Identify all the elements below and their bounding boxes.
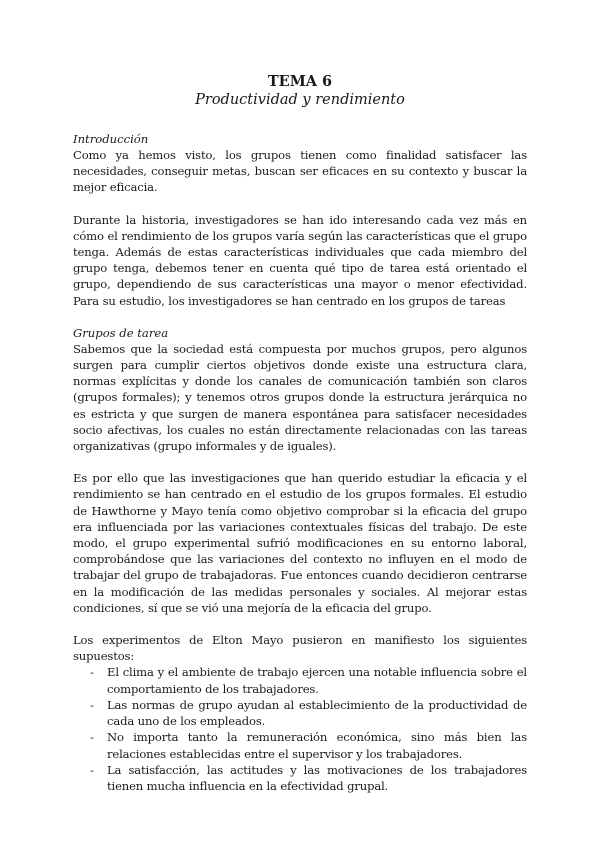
bullet-marker: - xyxy=(90,762,94,777)
list-item xyxy=(73,664,527,696)
list-item xyxy=(73,729,527,761)
list-item-text: No importa tanto la remuneración económica, sino más bien las relaciones establecidas entre el supervisor y los trabajadores. xyxy=(107,730,527,761)
list-item xyxy=(73,762,527,794)
list-item-text: Las normas de grupo ayudan al establecimiento de la productividad de cada uno de los empleados. xyxy=(107,697,527,729)
list-item-text: El clima y el ambiente de trabajo ejercen una notable influencia sobre el comportamiento de los trabajadores. xyxy=(107,665,527,696)
paragraph: Durante la historia, investigadores se han ido interesando cada vez más en cómo el rendimiento de los grupos varía según las características que el grupo tenga. Además de estas características individuales que cada miembro del grupo tenga, debemos tener en cuenta qué tipo de tarea está orientado el grupo, dependiendo de sus características una mayor o menor efectividad. Para su estudio, los investigadores se han centrado en los grupos de tareas xyxy=(73,212,527,308)
list-item-text: La satisfacción, las actitudes y las motivaciones de los trabajadores tienen mucha influencia en la efectividad grupal. xyxy=(107,762,527,793)
document-title: TEMA 6 xyxy=(267,73,333,90)
bullet-list xyxy=(73,664,527,794)
list-item xyxy=(73,697,527,729)
bullet-marker: - xyxy=(90,665,94,680)
bullet-marker: - xyxy=(90,730,94,745)
document-subtitle: Productividad y rendimiento xyxy=(195,92,405,108)
section-heading-grupos-de-tarea: Grupos de tarea xyxy=(73,325,169,340)
bullet-marker: - xyxy=(90,697,94,712)
section-heading-introduccion: Introducción xyxy=(73,132,149,146)
document-page xyxy=(73,72,527,794)
paragraph: Los experimentos de Elton Mayo pusieron en manifiesto los siguientes supuestos: xyxy=(73,633,527,664)
paragraph: Sabemos que la sociedad está compuesta por muchos grupos, pero algunos surgen para cumplir ciertos objetivos donde existe una estructura clara, normas explícitas y donde los canales de comunicación también son claros (grupos formales); y tenemos otros grupos donde la estructura jerárquica no es estricta y que surgen de manera espontánea para satisfacer necesidades socio afectivas, los cuales no están directamente relacionadas con las tareas organizativas (grupo informales y de iguales). xyxy=(73,341,527,454)
paragraph: Es por ello que las investigaciones que han querido estudiar la eficacia y el rendimiento se han centrado en el estudio de los grupos formales. El estudio de Hawthorne y Mayo tenía como objetivo comprobar si la eficacia del grupo era influenciada por las variaciones contextuales físicas del trabajo. De este modo, el grupo experimental sufrió modificaciones en su entorno laboral, comprobándose que las variaciones del contexto no influyen en el modo de trabajar del grupo de trabajadoras. Fue entonces cuando decidieron centrarse en la modificación de las medidas personales y sociales. Al mejorar estas condiciones, sí que se vió una mejoría de la eficacia del grupo. xyxy=(73,471,527,615)
paragraph: Como ya hemos visto, los grupos tienen como finalidad satisfacer las necesidades, conseguir metas, buscan ser eficaces en su contexto y buscar la mejor eficacia. xyxy=(73,148,527,195)
